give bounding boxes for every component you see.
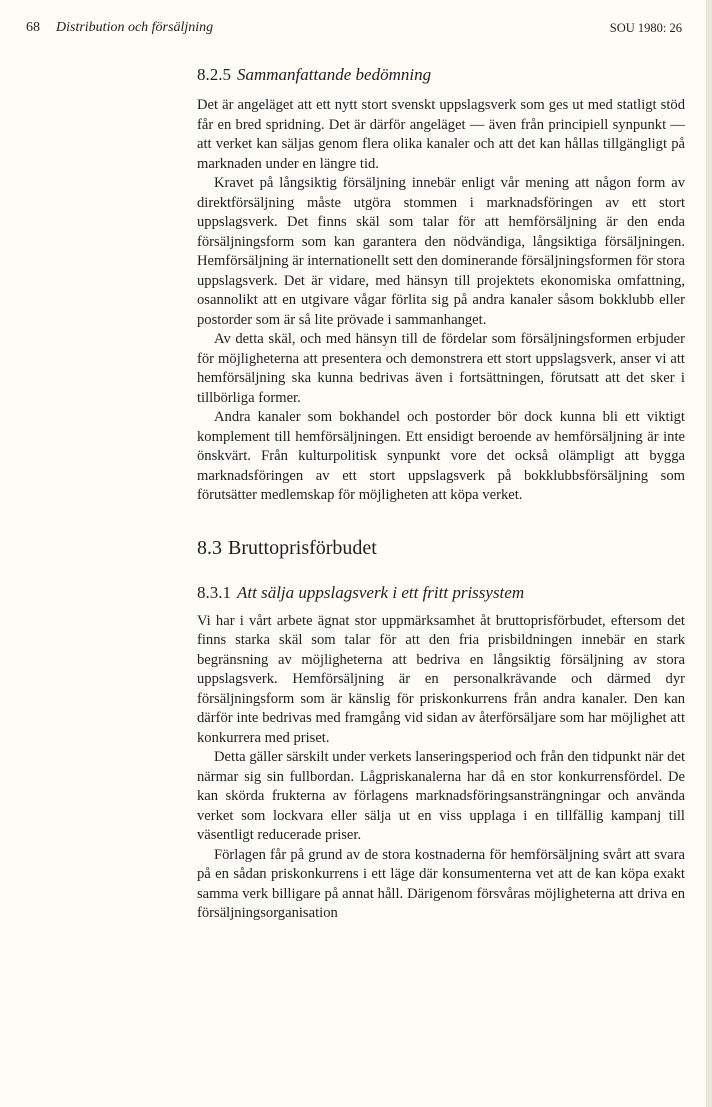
paragraph: Det är angeläget att ett nytt stort svenskt uppslagsverk som ges ut med statligt stöd får en bred spridning. Det är därför angeläget — även från principiell synpunkt — att verket kan säljas genom flera olika kanaler och att det kan hållas tillgängligt på marknaden under en längre tid. <box>197 97 685 172</box>
heading-number: 8.2.5 <box>197 65 231 84</box>
main-content <box>197 64 685 924</box>
page-number: 68 <box>26 20 40 35</box>
paragraph: Kravet på långsiktig försäljning innebär enligt vår mening att någon form av direktförsäljning måste utgöra stommen i marknadsföringen av ett stort uppslagsverk. Det finns skäl som talar för att hemförsäljning är den enda försäljningsform som kan garantera den nödvändiga, långsiktiga försäljningen. Hemförsäljning är internationellt sett den dominerande försäljningsformen för stora uppslagsverk. Det är vidare, med hänsyn till projektets ekonomiska omfattning, osannolikt att en utgivare vågar förlita sig på andra kanaler såsom bokklubb eller postorder som är så lite prövade i sammanhanget. <box>197 175 685 328</box>
paragraph: Detta gäller särskilt under verkets lanseringsperiod och från den tidpunkt när det närmar sig sin fullbordan. Lågpriskanalerna har då en stor konkurrensfördel. De kan skörda frukterna av förlagens marknadsföringsansträngningar och använda verket som lockvara eller sälja ut en viss upplaga i en tillfällig kampanj till väsentligt reducerade priser. <box>197 749 685 843</box>
heading-title: Att sälja uppslagsverk i ett fritt prissystem <box>237 582 525 602</box>
paragraph: Förlagen får på grund av de stora kostnaderna för hemförsäljning svårt att svara på en sådan priskonkurrens i ett läge där konsumenterna vet att de kan köpa exakt samma verk billigare på annat håll. Därigenom försvåras möjligheterna att driva en försäljningsorganisation <box>197 846 685 921</box>
heading-8-3-1 <box>197 582 685 604</box>
heading-title: Bruttoprisförbudet <box>228 536 377 559</box>
running-header <box>26 20 682 40</box>
section-8-3-1-body <box>197 612 685 924</box>
series-code: SOU 1980: 26 <box>609 21 682 35</box>
running-title: Distribution och försäljning <box>56 20 214 35</box>
heading-number: 8.3.1 <box>197 582 231 602</box>
paragraph: Vi har i vårt arbete ägnat stor uppmärksamhet åt bruttoprisförbudet, eftersom det finns starka skäl som talar för att den fria prisbildningen innebär en stark begränsning av möjligheterna att bedriva en långsiktig försäljning av stora uppslagsverk. Hemförsäljning är en personalkrävande och därmed dyr försäljningsform som är känslig för priskonkurrens från andra kanaler. Den kan därför inte bedrivas med framgång vid sidan av återförsäljare som har möjlighet att konkurrera med priset. <box>197 612 685 746</box>
section-8-2-5-body <box>197 96 685 506</box>
heading-8-2-5 <box>197 64 685 86</box>
paragraph: Av detta skäl, och med hänsyn till de fördelar som försäljningsformen erbjuder för möjligheterna att presentera och demonstrera ett stort uppslagsverk, anser vi att hemförsäljning ska kunna bedrivas även i fortsättningen, förutsatt att det sker i tillbörliga former. <box>197 331 685 406</box>
heading-title: Sammanfattande bedömning <box>237 65 432 84</box>
paragraph: Andra kanaler som bokhandel och postorder bör dock kunna bli ett viktigt komplement till hemförsäljningen. Ett ensidigt beroende av hemförsäljning är inte önskvärt. Från kulturpolitisk synpunkt vore det också olämpligt att bygga marknadsföringen av ett stort uppslagsverk på bokklubbsförsäljning som förutsätter medlemskap för möjligheten att köpa verket. <box>197 409 685 503</box>
heading-number: 8.3 <box>197 536 222 559</box>
heading-8-3 <box>197 536 685 560</box>
page-edge <box>706 0 712 1107</box>
